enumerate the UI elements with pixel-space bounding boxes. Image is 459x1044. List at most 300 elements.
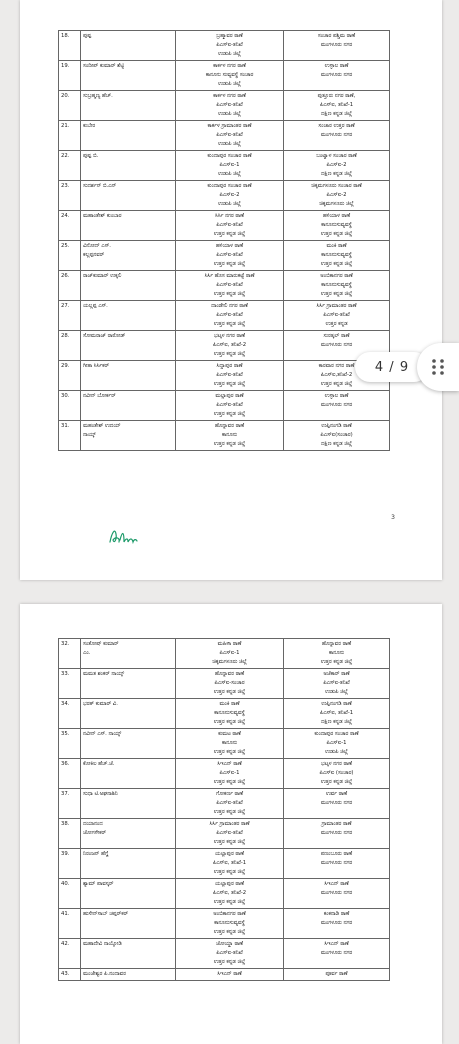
- serial-cell: 35.: [59, 729, 81, 759]
- current-posting-cell: [176, 729, 284, 759]
- current-posting-line: ಸಿರ್ಸಿ ಹೊಸ ಮಾರುಕಟ್ಟೆ ಠಾಣೆ: [204, 273, 255, 279]
- current-posting-cell: [176, 271, 284, 301]
- current-posting-cell: [176, 699, 284, 729]
- new-posting-line: ದಕ್ಷಿಣ ಕನ್ನಡ ಜಿಲ್ಲೆ: [320, 719, 353, 725]
- current-posting-cell: [176, 879, 284, 909]
- current-posting-line: ಸಿರ್ಸಿ ಗ್ರಾಮಾಂತರ ಠಾಣೆ: [209, 821, 250, 827]
- name-line: ಎಂ.: [83, 650, 91, 656]
- current-posting-line: ಹಳಿಯಾಳ ಠಾಣೆ: [215, 243, 244, 249]
- table-row: [59, 849, 390, 879]
- name-line: ಜೋಗಳೇಕರ್: [83, 830, 107, 836]
- current-posting-line: ಪಿಎಸ್‌ಐ-ತನಿಖೆ: [216, 252, 243, 258]
- serial-cell: 30.: [59, 391, 81, 421]
- current-posting-cell: [176, 181, 284, 211]
- new-posting-line: ಉಡುಪಿ ಜಿಲ್ಲೆ: [325, 749, 348, 755]
- current-posting-line: ಭಟ್ಕಳ ನಗರ ಠಾಣೆ: [214, 333, 245, 339]
- name-cell: [81, 969, 176, 981]
- new-posting-cell: [284, 271, 390, 301]
- name-line: ಪುಷ್ಪ ಬಿ.: [83, 153, 99, 159]
- new-posting-cell: [284, 639, 390, 669]
- table-row: [59, 181, 390, 211]
- new-posting-line: ಪಿಎಸ್ಐ, ತನಿಖೆ-1: [319, 102, 354, 108]
- serial-cell: 20.: [59, 91, 81, 121]
- new-posting-line: ಉತ್ತರ ಕನ್ನಡ ಜಿಲ್ಲೆ: [320, 659, 353, 665]
- table-row: [59, 969, 390, 981]
- new-posting-line: ಉತ್ತರ ಕನ್ನಡ ಜಿಲ್ಲೆ: [320, 381, 353, 387]
- name-line: ಮಹಾಂತೇಶ್ ಕುಂಬಾರ: [83, 213, 122, 219]
- table-row: [59, 639, 390, 669]
- serial-cell: 26.: [59, 271, 81, 301]
- current-posting-line: ಹೊನ್ನಾವರ ಠಾಣೆ: [214, 423, 245, 429]
- serial-cell: 28.: [59, 331, 81, 361]
- name-cell: [81, 729, 176, 759]
- current-posting-line: ಸಿದ್ದಾಪುರ ಠಾಣೆ: [216, 363, 243, 369]
- table-row: [59, 729, 390, 759]
- name-cell: [81, 241, 176, 271]
- grid-dots-icon: [431, 357, 445, 377]
- table-row: [59, 301, 390, 331]
- table-row: [59, 331, 390, 361]
- new-posting-cell: [284, 729, 390, 759]
- name-line: ಸಂತೋಷ್ ಕುಮಾರ್: [83, 641, 119, 647]
- serial-cell: 41.: [59, 909, 81, 939]
- current-posting-line: ಉಡುಪಿ ಜಿಲ್ಲೆ: [218, 111, 241, 117]
- new-posting-line: ಸಿರ್ಸಿ ಗ್ರಾಮಾಂತರ ಠಾಣೆ: [316, 303, 357, 309]
- new-posting-cell: [284, 849, 390, 879]
- table-row: [59, 121, 390, 151]
- current-posting-line: ಹೊನ್ನಾವರ ಠಾಣೆ: [214, 671, 245, 677]
- current-posting-line: ಉಡುಪಿ ಜಿಲ್ಲೆ: [218, 81, 241, 87]
- name-cell: [81, 849, 176, 879]
- name-cell: [81, 151, 176, 181]
- signature: [106, 520, 146, 550]
- current-posting-cell: [176, 849, 284, 879]
- new-posting-line: ಮಂಗಳೂರು ನಗರ: [320, 42, 353, 48]
- current-posting-line: ಕಾನೂನು: [221, 740, 238, 746]
- name-line: ಕೋಕಿಲ ಹೆಚ್.ಜೆ.: [83, 761, 115, 767]
- new-posting-line: ಅಜೆಕಾರ್ ಠಾಣೆ: [323, 671, 350, 677]
- table-row: [59, 31, 390, 61]
- name-cell: [81, 939, 176, 969]
- new-posting-line: ಕಾನೂನುಸುವ್ಯವಸ್ಥೆ: [321, 282, 352, 288]
- new-posting-line: ಪಿಎಸ್ಐ-ತನಿಖೆ: [323, 312, 350, 318]
- current-posting-cell: [176, 909, 284, 939]
- new-posting-line: ಅಂಬಿಕಾನಗರ ಠಾಣೆ: [320, 273, 353, 279]
- name-line: ನಿರಂಜನ್ ಹೆಗ್ಡೆ: [83, 851, 109, 857]
- current-posting-cell: [176, 639, 284, 669]
- current-posting-line: ಚಿಕ್ಕಮಗಳೂರು ಜಿಲ್ಲೆ: [212, 659, 247, 665]
- current-posting-line: ಪಿಎಸ್‌ಐ-1: [219, 650, 240, 656]
- name-cell: [81, 909, 176, 939]
- current-posting-line: ಉತ್ತರ ಕನ್ನಡ ಜಿಲ್ಲೆ: [213, 899, 246, 905]
- name-line: ಮಹಾದೇವಿ ನಾಯ್ಕೋಡಿ: [83, 941, 122, 947]
- new-posting-cell: [284, 301, 390, 331]
- current-posting-cell: [176, 61, 284, 91]
- new-posting-cell: [284, 31, 390, 61]
- name-line: ಭರತ್ ಕುಮಾರ್ ವಿ.: [83, 701, 118, 707]
- new-posting-line: ದಕ್ಷಿಣ ಕನ್ನಡ ಜಿಲ್ಲೆ: [320, 441, 353, 447]
- name-line: ವಿನೋದ್ ಎಸ್.: [83, 243, 111, 249]
- serial-cell: 33.: [59, 669, 81, 699]
- new-posting-line: ಬಂಟ್ವಾಳ ಸಂಚಾರ ಠಾಣೆ: [316, 153, 357, 159]
- current-posting-line: ಮಹಿಳಾ ಠಾಣೆ: [217, 641, 242, 647]
- new-posting-cell: [284, 669, 390, 699]
- current-posting-line: ಉತ್ತರ ಕನ್ನಡ ಜಿಲ್ಲೆ: [213, 381, 246, 387]
- new-posting-line: ಮಂಗಳೂರು ನಗರ: [320, 402, 353, 408]
- new-posting-cell: [284, 61, 390, 91]
- name-cell: [81, 759, 176, 789]
- current-posting-line: ಪಿಎಸ್‌ಐ-ತನಿಖೆ: [216, 222, 243, 228]
- page-indicator[interactable]: 4 / 9: [355, 352, 429, 382]
- current-posting-line: ಪಿಎಸ್‌ಐ-1: [219, 162, 240, 168]
- current-posting-line: ಗೋಕರ್ಣ ಠಾಣೆ: [215, 791, 244, 797]
- current-posting-cell: [176, 361, 284, 391]
- current-posting-cell: [176, 969, 284, 981]
- current-posting-line: ಉಡುಪಿ ಜಿಲ್ಲೆ: [218, 51, 241, 57]
- serial-cell: 31.: [59, 421, 81, 451]
- new-posting-line: ಉಳ್ಳಾಲ ಠಾಣೆ: [324, 393, 349, 399]
- serial-cell: 40.: [59, 879, 81, 909]
- new-posting-line: ಸುರತ್ಕಲ್ ಠಾಣೆ: [323, 333, 350, 339]
- table-row: [59, 421, 390, 451]
- name-cell: [81, 91, 176, 121]
- serial-cell: 18.: [59, 31, 81, 61]
- current-posting-line: ಕಾನೂನು ಸುವ್ಯವಸ್ಥೆ ಸಂಚಾರ: [205, 72, 254, 78]
- table-row: [59, 669, 390, 699]
- new-posting-line: ಪಿಎಸ್ಐ (ಸಂಚಾರ): [319, 770, 354, 776]
- new-posting-cell: [284, 879, 390, 909]
- transfer-table-page-4: [58, 638, 390, 981]
- current-posting-cell: [176, 121, 284, 151]
- name-cell: [81, 181, 176, 211]
- name-cell: [81, 211, 176, 241]
- current-posting-line: ಉತ್ತರ ಕನ್ನಡ ಜಿಲ್ಲೆ: [213, 719, 246, 725]
- serial-cell: 36.: [59, 759, 81, 789]
- current-posting-line: ಉತ್ತರ ಕನ್ನಡ ಜಿಲ್ಲೆ: [213, 291, 246, 297]
- current-posting-line: ಪಿಎಸ್‌ಐ-ತನಿಖೆ: [216, 312, 243, 318]
- name-line: ನವೀನ್ ಬೋರ್ಕರ್: [83, 393, 116, 399]
- name-cell: [81, 421, 176, 451]
- current-posting-line: ಉತ್ತರ ಕನ್ನಡ ಜಿಲ್ಲೆ: [213, 959, 246, 965]
- new-posting-line: ಹಳಿಯಾಳ ಠಾಣೆ: [322, 213, 351, 219]
- name-line: ಸುಬ್ರಹ್ಮಣ್ಯ ಹೆಚ್.: [83, 93, 113, 99]
- serial-cell: 37.: [59, 789, 81, 819]
- current-posting-line: ಸಿಇಎನ್ ಠಾಣೆ: [217, 971, 242, 977]
- current-posting-line: ಉತ್ತರ ಕನ್ನಡ ಜಿಲ್ಲೆ: [213, 321, 246, 327]
- name-line: ದಯಾನಂದ: [83, 821, 103, 827]
- page-number: 3: [391, 514, 395, 521]
- name-line: ಸುದರ್ಶನ್ ಬಿ.ಎನ್: [83, 183, 117, 189]
- current-posting-line: ಜೋಯ್ಡಾ ಠಾಣೆ: [215, 941, 244, 947]
- new-posting-cell: [284, 819, 390, 849]
- current-posting-cell: [176, 331, 284, 361]
- name-cell: [81, 301, 176, 331]
- new-posting-line: ಚಿಕ್ಕಮಗಳೂರು ಸಂಚಾರ ಠಾಣೆ: [311, 183, 362, 189]
- current-posting-line: ಪಿಎಸ್‌ಐ-ತನಿಖೆ: [216, 282, 243, 288]
- serial-cell: 32.: [59, 639, 81, 669]
- document-page-3: [20, 0, 442, 580]
- name-line: ಕಲ್ಲಪ್ಪನವರ್: [83, 252, 105, 258]
- current-posting-cell: [176, 211, 284, 241]
- name-cell: [81, 819, 176, 849]
- current-posting-cell: [176, 939, 284, 969]
- new-posting-line: ಮಂಗಳೂರು ನಗರ: [320, 860, 353, 866]
- table-row: [59, 759, 390, 789]
- current-posting-line: ಬ್ರಹ್ಮಾವರ ಠಾಣೆ: [216, 33, 243, 39]
- new-posting-line: ದಕ್ಷಿಣ ಕನ್ನಡ ಜಿಲ್ಲೆ: [320, 171, 353, 177]
- new-posting-line: ಉಳ್ಳಾಲ ಠಾಣೆ: [324, 63, 349, 69]
- current-posting-line: ಉತ್ತರ ಕನ್ನಡ ಜಿಲ್ಲೆ: [213, 779, 246, 785]
- new-posting-line: ಮಂಕಿ ಠಾಣೆ: [326, 243, 347, 249]
- name-line: ನಾಯ್ಕ್: [83, 432, 96, 438]
- current-posting-line: ಉತ್ತರ ಕನ್ನಡ ಜಿಲ್ಲೆ: [213, 869, 246, 875]
- current-posting-line: ಕುಂದಾಪುರ ಸಂಚಾರ ಠಾಣೆ: [207, 183, 252, 189]
- new-posting-cell: [284, 91, 390, 121]
- name-line: ಕುಬೇರ: [83, 123, 96, 129]
- new-posting-line: ಪಿಎಸ್ಐ,ತನಿಖೆ-2: [320, 372, 353, 378]
- current-posting-line: ಪಿಎಸ್‌ಐ-ತನಿಖೆ: [216, 830, 243, 836]
- new-posting-line: ಪಣಂಬೂರು ಠಾಣೆ: [320, 851, 353, 857]
- new-posting-line: ಮಂಗಳೂರು ನಗರ: [320, 72, 353, 78]
- new-posting-line: ಭಟ್ಕಳ ನಗರ ಠಾಣೆ: [321, 761, 352, 767]
- new-posting-line: ಮಂಗಳೂರು ನಗರ: [320, 950, 353, 956]
- new-posting-cell: [284, 969, 390, 981]
- new-posting-line: ಮಂಗಳೂರು ನಗರ: [320, 342, 353, 348]
- new-posting-line: ಉತ್ತರ ಕನ್ನಡ ಜಿಲ್ಲೆ: [320, 291, 353, 297]
- name-cell: [81, 121, 176, 151]
- new-posting-line: ಕಾನೂನುಸುವ್ಯವಸ್ಥೆ: [321, 252, 352, 258]
- current-posting-line: ದಾಂಡೇಲಿ ನಗರ ಠಾಣೆ: [211, 303, 248, 309]
- name-line: ಶ್ಯಾಮ್ ಪಾವಸ್ಕರ್: [83, 881, 114, 887]
- new-posting-line: ಮಂಗಳೂರು ನಗರ: [320, 800, 353, 806]
- current-posting-line: ಉತ್ತರ ಕನ್ನಡ ಜಿಲ್ಲೆ: [213, 749, 246, 755]
- table-row: [59, 361, 390, 391]
- current-posting-line: ಅಂಬಿಕಾನಗರ ಠಾಣೆ: [213, 911, 246, 917]
- current-posting-cell: [176, 391, 284, 421]
- current-posting-line: ಪಿಎಸ್ಐ, ತನಿಖೆ-2: [212, 890, 247, 896]
- new-posting-cell: [284, 391, 390, 421]
- new-posting-line: ದಕ್ಷಿಣ ಕನ್ನಡ ಜಿಲ್ಲೆ: [320, 111, 353, 117]
- current-posting-line: ಉಡುಪಿ ಜಿಲ್ಲೆ: [218, 141, 241, 147]
- name-line: ಯಲ್ಲಪ್ಪ ಎಸ್.: [83, 303, 108, 309]
- new-posting-line: ಉಪ್ಪಿನಂಗಡಿ ಠಾಣೆ: [321, 423, 352, 429]
- table-row: [59, 241, 390, 271]
- new-posting-line: ಪಿಎಸ್ಐ-2: [326, 162, 347, 168]
- current-posting-line: ಪಿಎಸ್‌ಐ-ಸಂಚಾರ: [214, 680, 245, 686]
- table-row: [59, 91, 390, 121]
- new-posting-line: ಪುತ್ತೂರು ನಗರ ಠಾಣೆ,: [317, 93, 356, 99]
- name-cell: [81, 669, 176, 699]
- new-posting-cell: [284, 151, 390, 181]
- current-posting-line: ಪಿಎಸ್‌ಐ-ತನಿಖೆ: [216, 42, 243, 48]
- current-posting-line: ಪಿಎಸ್‌ಐ-ತನಿಖೆ: [216, 132, 243, 138]
- current-posting-line: ಉಡುಪಿ ಜಿಲ್ಲೆ: [218, 171, 241, 177]
- current-posting-line: ಪಿಎಸ್‌ಐ-ತನಿಖೆ: [216, 950, 243, 956]
- new-posting-line: ಮಂಗಳೂರು ನಗರ: [320, 890, 353, 896]
- new-posting-cell: [284, 789, 390, 819]
- new-posting-line: ಚಿಕ್ಕಮಗಳೂರು ಜಿಲ್ಲೆ: [319, 201, 354, 207]
- new-posting-line: ಪಿಎಸ್ಐ-ತನಿಖೆ: [323, 680, 350, 686]
- new-posting-line: ಪಿಎಸ್ಐ-1: [326, 740, 347, 746]
- new-posting-line: ಮಂಗಳೂರು ನಗರ: [320, 920, 353, 926]
- table-row: [59, 151, 390, 181]
- serial-cell: 29.: [59, 361, 81, 391]
- table-row: [59, 211, 390, 241]
- new-posting-line: ಸಂಚಾರ ಪಶ್ಚಿಮ ಠಾಣೆ: [317, 33, 356, 39]
- table-row: [59, 61, 390, 91]
- name-cell: [81, 31, 176, 61]
- current-posting-cell: [176, 669, 284, 699]
- name-cell: [81, 271, 176, 301]
- current-posting-cell: [176, 819, 284, 849]
- current-posting-line: ಕಾರ್ಕಳ ನಗರ ಠಾಣೆ: [213, 63, 246, 69]
- new-posting-cell: [284, 699, 390, 729]
- current-posting-line: ಉತ್ತರ ಕನ್ನಡ ಜಿಲ್ಲೆ: [213, 261, 246, 267]
- new-posting-line: ಉಪ್ಪಿನಂಗಡಿ ಠಾಣೆ: [321, 701, 352, 707]
- name-cell: [81, 361, 176, 391]
- new-posting-line: ಉತ್ತರ ಕನ್ನಡ ಜಿಲ್ಲೆ: [320, 231, 353, 237]
- table-row: [59, 699, 390, 729]
- current-posting-line: ಉತ್ತರ ಕನ್ನಡ ಜಿಲ್ಲೆ: [213, 839, 246, 845]
- current-posting-line: ಉತ್ತರ ಕನ್ನಡ ಜಿಲ್ಲೆ: [213, 411, 246, 417]
- new-posting-cell: [284, 909, 390, 939]
- more-options-button[interactable]: [417, 343, 459, 391]
- current-posting-cell: [176, 789, 284, 819]
- current-posting-cell: [176, 421, 284, 451]
- current-posting-cell: [176, 151, 284, 181]
- current-posting-line: ಉತ್ತರ ಕನ್ನಡ ಜಿಲ್ಲೆ: [213, 231, 246, 237]
- serial-cell: 42.: [59, 939, 81, 969]
- serial-cell: 23.: [59, 181, 81, 211]
- current-posting-line: ಉಡುಪಿ ಜಿಲ್ಲೆ: [218, 201, 241, 207]
- current-posting-line: ಪಿಎಸ್‌ಐ-ತನಿಖೆ: [216, 402, 243, 408]
- current-posting-cell: [176, 301, 284, 331]
- new-posting-line: ಉತ್ತರ ಕನ್ನಡ ಜಿಲ್ಲೆ: [320, 261, 353, 267]
- current-posting-line: ಯಲ್ಲಾಪುರ ಠಾಣೆ: [215, 851, 244, 857]
- new-posting-cell: [284, 939, 390, 969]
- name-line: ಸುಧಾ ಟಿ.ಅಘನಾಶಿನಿ: [83, 791, 118, 797]
- new-posting-line: ಉತ್ತರ ಕನ್ನಡ: [325, 321, 348, 327]
- new-posting-line: ಕಂಕನಾಡಿ ಠಾಣೆ: [323, 911, 350, 917]
- current-posting-line: ಯಲ್ಲಾಪುರ ಠಾಣೆ: [215, 881, 244, 887]
- name-cell: [81, 391, 176, 421]
- new-posting-line: ಪೂರ್ವ ಠಾಣೆ: [325, 971, 348, 977]
- current-posting-line: ಉತ್ತರ ಕನ್ನಡ ಜಿಲ್ಲೆ: [213, 809, 246, 815]
- name-line: ರಾಜ್‌ಕುಮಾರ್ ಉಕ್ಕಲಿ: [83, 273, 122, 279]
- current-posting-line: ಕಾರ್ಕಳ ಗ್ರಾಮಾಂತರ ಠಾಣೆ: [207, 123, 252, 129]
- serial-cell: 27.: [59, 301, 81, 331]
- new-posting-line: ಕಾನೂನು: [328, 650, 345, 656]
- name-cell: [81, 789, 176, 819]
- table-row: [59, 909, 390, 939]
- serial-cell: 34.: [59, 699, 81, 729]
- current-posting-line: ಸಿರ್ಸಿ ನಗರ ಠಾಣೆ: [215, 213, 244, 219]
- name-cell: [81, 639, 176, 669]
- current-posting-line: ಸಿಇಎನ್ ಠಾಣೆ: [217, 761, 242, 767]
- current-posting-cell: [176, 241, 284, 271]
- new-posting-line: ಸಂಚಾರ ಉತ್ತರ ಠಾಣೆ: [318, 123, 355, 129]
- new-posting-line: ಪಿಎಸ್ಐ, ತನಿಖೆ-1: [319, 710, 354, 716]
- current-posting-line: ಪಿಎಸ್ಐ, ತನಿಖೆ-2: [212, 342, 247, 348]
- name-line: ಮಮತ ಶಂಕರ್ ನಾಯ್ಕ್: [83, 671, 125, 677]
- new-posting-line: ಉರ್ವ ಠಾಣೆ: [325, 791, 348, 797]
- new-posting-line: ಕುಂದಾಪುರ ಸಂಚಾರ ಠಾಣೆ: [314, 731, 359, 737]
- current-posting-line: ಕಾನೂನು: [221, 432, 238, 438]
- new-posting-line: ಉತ್ತರ ಕನ್ನಡ ಜಿಲ್ಲೆ: [320, 779, 353, 785]
- name-line: ಮಹಂತೇಶ್ ಉದಯ್: [83, 423, 121, 429]
- name-cell: [81, 331, 176, 361]
- new-posting-line: ಉಡುಪಿ ಜಿಲ್ಲೆ: [325, 689, 348, 695]
- new-posting-line: ಕಾನೂನುಸುವ್ಯವಸ್ಥೆ: [321, 222, 352, 228]
- new-posting-line: ಸಿಇಎನ್ ಠಾಣೆ: [324, 881, 349, 887]
- name-cell: [81, 699, 176, 729]
- current-posting-line: ಕುಮಟ ಠಾಣೆ: [218, 731, 241, 737]
- name-line: ನವೀನ್ ಎಸ್. ನಾಯ್ಕ್: [83, 731, 122, 737]
- current-posting-cell: [176, 31, 284, 61]
- new-posting-line: ಕಾರವಾರ ನಗರ ಠಾಣೆ: [318, 363, 355, 369]
- current-posting-line: ಪಿಎಸ್‌ಐ-1: [219, 770, 240, 776]
- name-line: ಮಂಜೇಶ್ವರ ಪಿ.ನಂದಾವರ: [83, 971, 126, 977]
- new-posting-cell: [284, 121, 390, 151]
- new-posting-line: ಪಿಎಸ್ಐ-2: [326, 192, 347, 198]
- new-posting-line: ಮಂಗಳೂರು ನಗರ: [320, 132, 353, 138]
- name-line: ಸಂದೀಪ್ ಕುಮಾರ್ ಶೆಟ್ಟಿ: [83, 63, 125, 69]
- current-posting-cell: [176, 91, 284, 121]
- table-row: [59, 939, 390, 969]
- serial-cell: 24.: [59, 211, 81, 241]
- table-row: [59, 789, 390, 819]
- new-posting-line: ಮಂಗಳೂರು ನಗರ: [320, 830, 353, 836]
- new-posting-cell: [284, 211, 390, 241]
- current-posting-line: ಕಾನೂನುಸುವ್ಯವಸ್ಥೆ: [214, 920, 245, 926]
- serial-cell: 22.: [59, 151, 81, 181]
- current-posting-line: ಪಿಎಸ್‌ಐ-ತನಿಖೆ: [216, 372, 243, 378]
- name-line: ಸೋಮರಾಜ್ ರಾಠೋಡ್: [83, 333, 126, 339]
- current-posting-line: ಮಂಕಿ ಠಾಣೆ: [219, 701, 240, 707]
- new-posting-line: ಹೊನ್ನಾವರ ಠಾಣೆ: [321, 641, 352, 647]
- current-posting-line: ಪಿಎಸ್‌ಐ-2: [219, 192, 240, 198]
- current-posting-line: ಪಿಎಸ್ಐ, ತನಿಖೆ-1: [212, 860, 247, 866]
- document-page-4: [20, 604, 442, 1044]
- serial-cell: 39.: [59, 849, 81, 879]
- new-posting-line: ಸಿಇಎನ್ ಠಾಣೆ: [324, 941, 349, 947]
- current-posting-line: ಉತ್ತರ ಕನ್ನಡ ಜಿಲ್ಲೆ: [213, 689, 246, 695]
- current-posting-cell: [176, 759, 284, 789]
- name-line: ಹುಸೇನ್‌ಸಾಬ್ ಚಪ್ಪರ್‌ಕರ್: [83, 911, 129, 917]
- current-posting-line: ಪಿಎಸ್‌ಐ-ತನಿಖೆ: [216, 102, 243, 108]
- new-posting-cell: [284, 759, 390, 789]
- name-cell: [81, 61, 176, 91]
- new-posting-line: ಪಿಎಸ್ಐ(ಸಂಚಾರ): [320, 432, 353, 438]
- new-posting-line: ಗ್ರಾಮಾಂತರ ಠಾಣೆ: [321, 821, 352, 827]
- current-posting-line: ಉತ್ತರ ಕನ್ನಡ ಜಿಲ್ಲೆ: [213, 351, 246, 357]
- name-line: ಪುಷ್ಪ: [83, 33, 92, 39]
- table-row: [59, 879, 390, 909]
- table-row: [59, 391, 390, 421]
- current-posting-line: ಮಲ್ಲಾಪುರ ಠಾಣೆ: [215, 393, 244, 399]
- serial-cell: 38.: [59, 819, 81, 849]
- current-posting-line: ಉತ್ತರ ಕನ್ನಡ ಜಿಲ್ಲೆ: [213, 441, 246, 447]
- new-posting-cell: [284, 241, 390, 271]
- name-cell: [81, 879, 176, 909]
- name-line: ಗೀತಾ ಸಿರ್ಸಿಕರ್: [83, 363, 110, 369]
- table-row: [59, 819, 390, 849]
- transfer-table-page-3: [58, 30, 390, 451]
- serial-cell: 43.: [59, 969, 81, 981]
- new-posting-cell: [284, 421, 390, 451]
- current-posting-line: ಕುಂದಾಪುರ ಸಂಚಾರ ಠಾಣೆ: [207, 153, 252, 159]
- current-posting-line: ಉತ್ತರ ಕನ್ನಡ ಜಿಲ್ಲೆ: [213, 929, 246, 935]
